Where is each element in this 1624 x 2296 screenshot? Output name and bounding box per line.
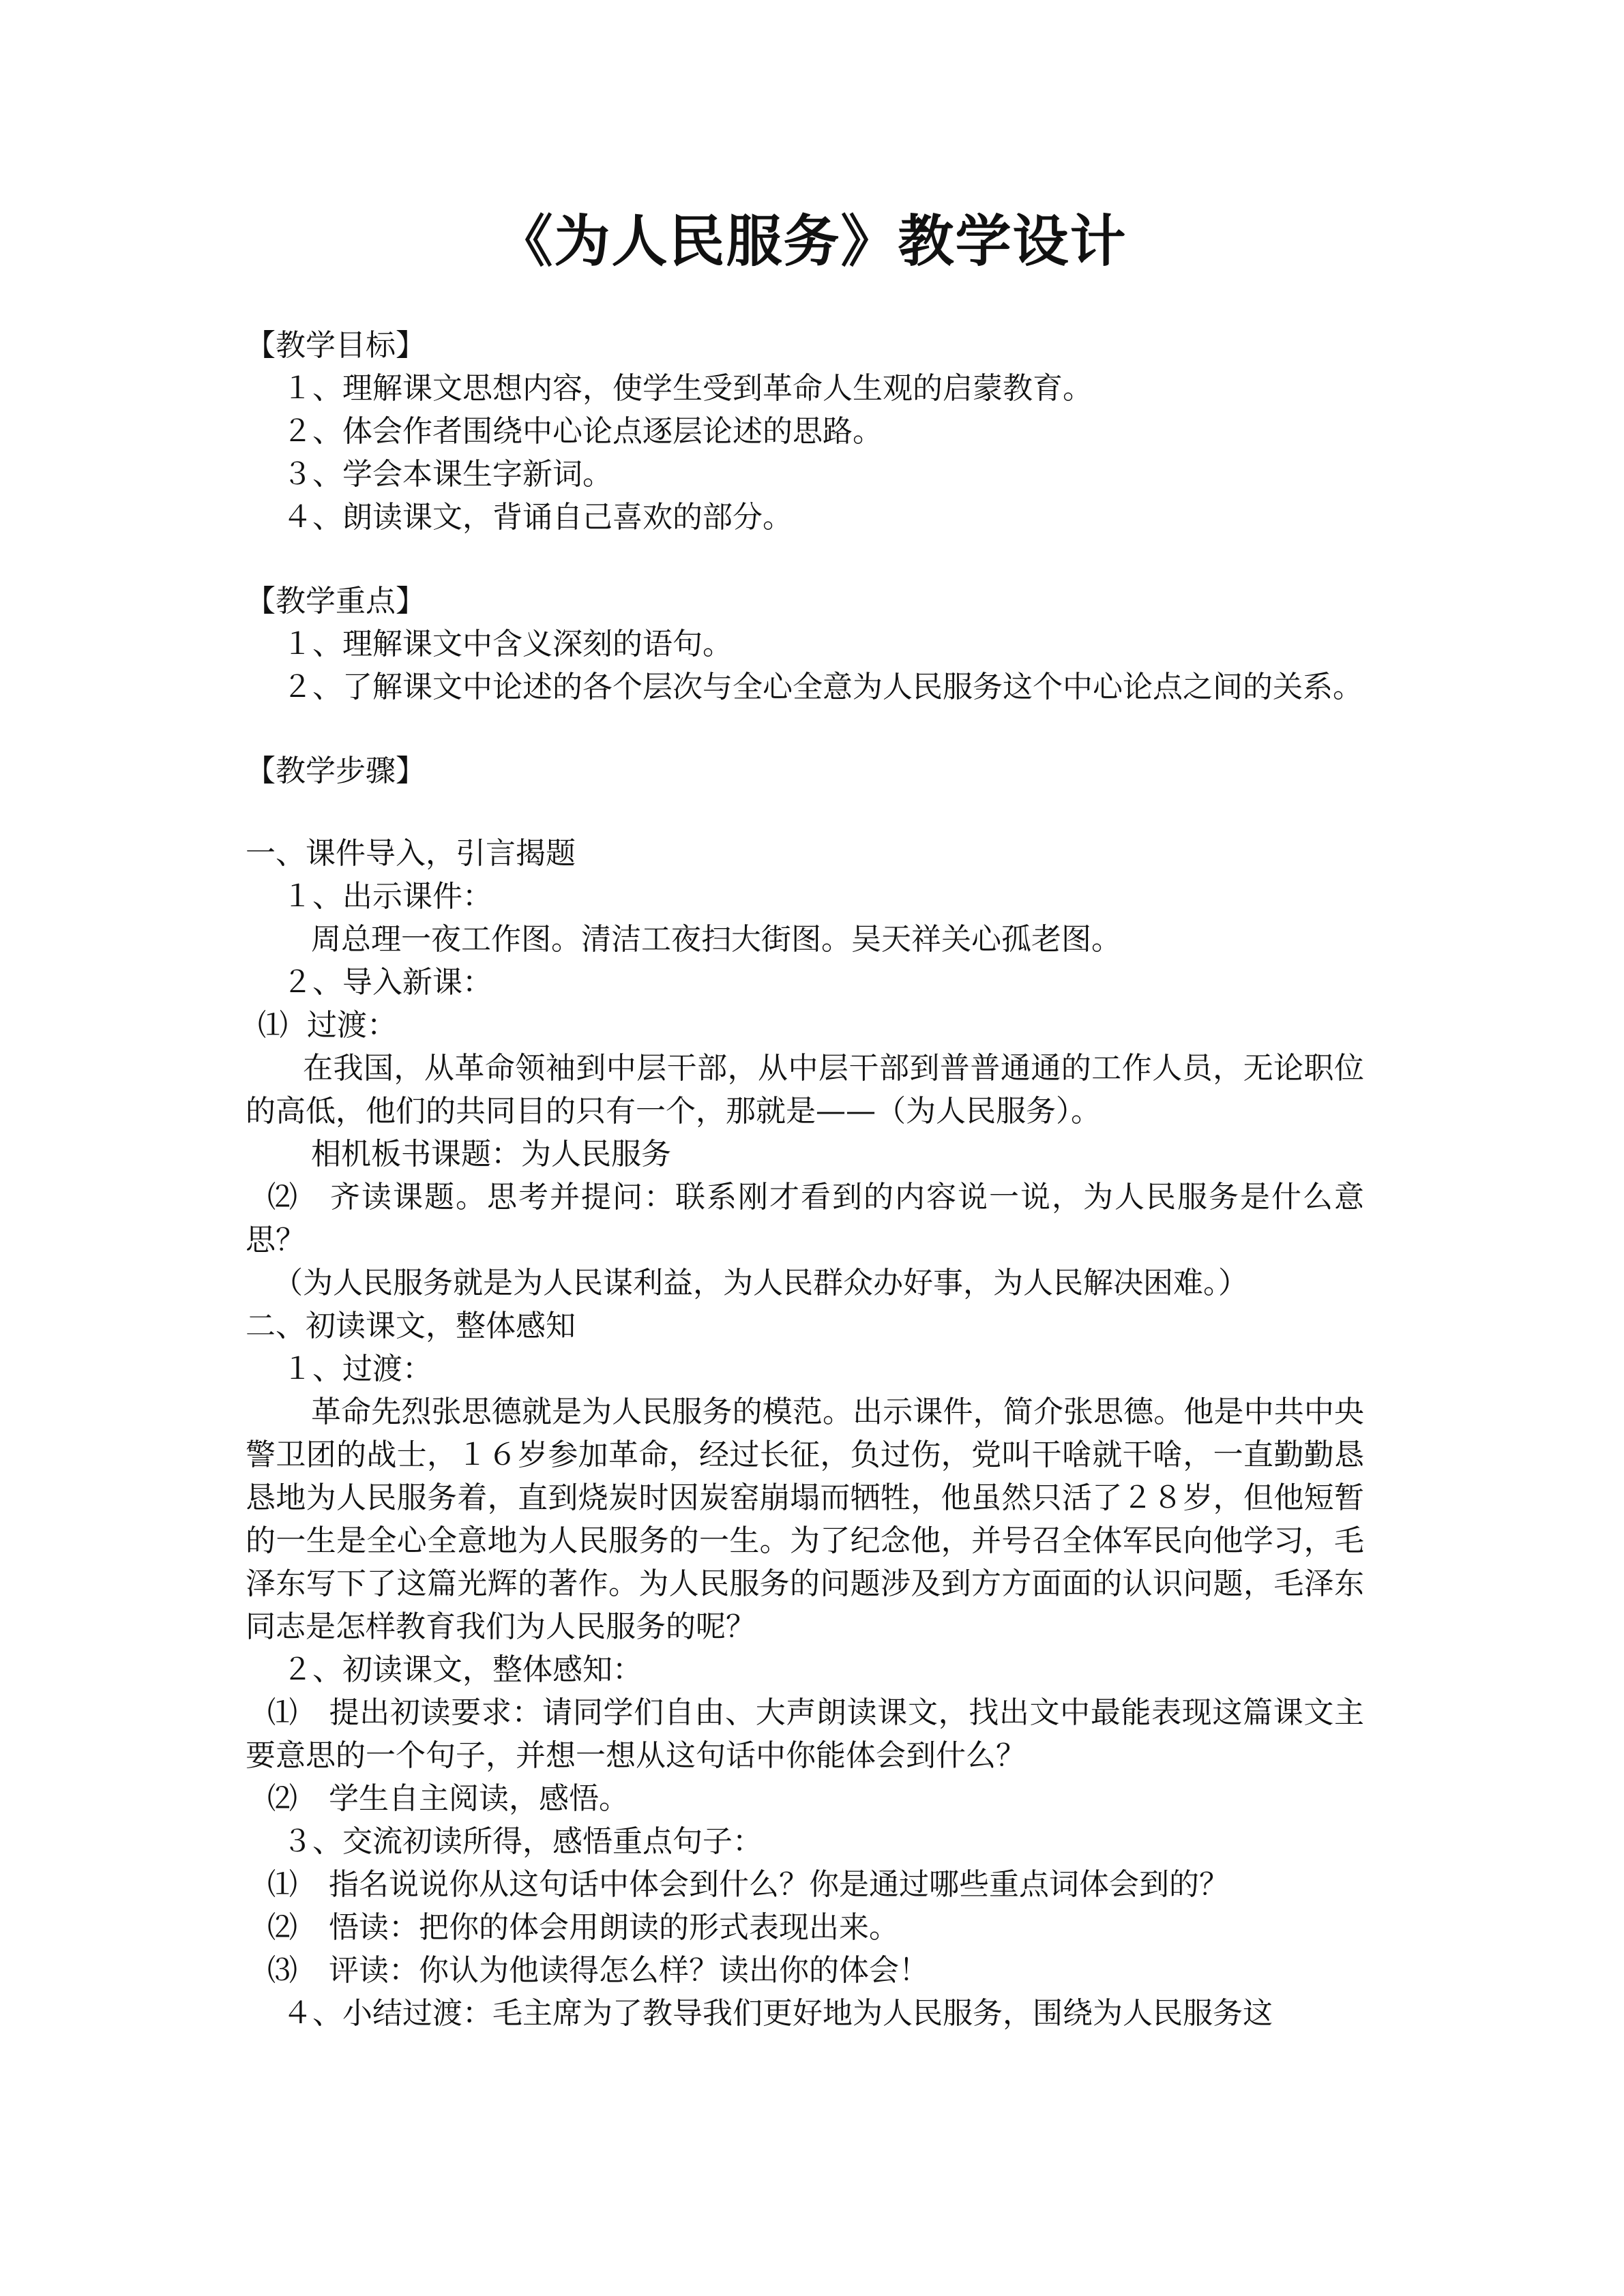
subitem-text: 评读：你认为他读得怎么样？读出你的体会！	[329, 1953, 929, 1988]
goal-item: ３、学会本课生字新词。	[282, 457, 612, 492]
document-body	[246, 324, 1364, 2035]
part1-subitem	[246, 1176, 1364, 1262]
part1-subitem	[246, 1004, 1364, 1047]
document-title: 《为人民服务》教学设计	[497, 209, 1127, 274]
part2-subitem	[246, 1777, 1364, 1820]
goal-item: ２、体会作者围绕中心论点逐层论述的思路。	[282, 414, 883, 449]
subitem-number: ⑵	[267, 1781, 297, 1816]
subitem-text: 过渡：	[307, 1008, 397, 1043]
subitem-text: 指名说说你从这句话中体会到什么？你是通过哪些重点词体会到的？	[329, 1867, 1229, 1902]
part1-line: ２、导入新课：	[282, 965, 492, 1000]
subitem-number: ⑶	[267, 1953, 297, 1988]
subitem-number: ⑴	[267, 1867, 297, 1902]
part2-subitem	[246, 1863, 1364, 1906]
part2-subitem	[246, 1691, 1364, 1777]
key-points-heading: 【教学重点】	[246, 584, 426, 618]
subitem-text: 提出初读要求：请同学们自由、大声朗读课文，找出文中最能表现这篇课文主要意思的一个句子，并想一想从这句话中你能体会到什么？	[246, 1695, 1364, 1773]
part2-heading: 二、初读课文，整体感知	[246, 1309, 576, 1343]
subitem-number: ⑵	[267, 1180, 297, 1214]
part1-paragraph: 在我国，从革命领袖到中层干部，从中层干部到普普通通的工作人员，无论职位的高低，他们的共同目的只有一个，那就是——（为人民服务）。	[246, 1051, 1364, 1129]
goal-item: １、理解课文思想内容，使学生受到革命人生观的启蒙教育。	[282, 371, 1093, 406]
part1-line: （为人民服务就是为人民谋利益，为人民群众办好事，为人民解决困难。）	[273, 1266, 1248, 1300]
part2-paragraph: 革命先烈张思德就是为人民服务的模范。出示课件，简介张思德。他是中共中央警卫团的战士，１６岁参加革命，经过长征，负过伤，党叫干啥就干啥，一直勤勤恳恳地为人民服务着，直到烧炭时因炭窑崩塌而牺牲，他虽然只活了２８岁，但他短暂的一生是全心全意地为人民服务的一生。为了纪念他，并号召全体军民向他学习，毛泽东写下了这篇光辉的著作。为人民服务的问题涉及到方方面面的认识问题，毛泽东同志是怎样教育我们为人民服务的呢？	[246, 1395, 1364, 1644]
steps-heading: 【教学步骤】	[246, 754, 426, 788]
part1-line: １、出示课件：	[282, 879, 492, 914]
subitem-text: 悟读：把你的体会用朗读的形式表现出来。	[329, 1910, 899, 1945]
part2-line: １、过渡：	[282, 1352, 432, 1386]
subitem-text: 齐读课题。思考并提问：联系刚才看到的内容说一说，为人民服务是什么意思？	[246, 1180, 1364, 1257]
part2-subitem	[246, 1949, 1364, 1992]
subitem-number: ⑴	[267, 1695, 297, 1730]
part2-line: ２、初读课文，整体感知：	[282, 1652, 643, 1687]
part1-line: 周总理一夜工作图。清洁工夜扫大街图。吴天祥关心孤老图。	[311, 922, 1121, 957]
key-point-item: １、理解课文中含义深刻的语句。	[282, 627, 733, 661]
subitem-number: ⑴	[258, 1008, 288, 1043]
subitem-text: 学生自主阅读，感悟。	[329, 1781, 629, 1816]
part1-line: 相机板书课题：为人民服务	[311, 1137, 671, 1172]
part2-subitem	[246, 1906, 1364, 1949]
part1-heading: 一、课件导入，引言揭题	[246, 836, 576, 871]
subitem-number: ⑵	[267, 1910, 297, 1945]
key-point-item: ２、了解课文中论述的各个层次与全心全意为人民服务这个中心论点之间的关系。	[282, 670, 1363, 704]
goal-item: ４、朗读课文，背诵自己喜欢的部分。	[282, 500, 793, 535]
part2-line: ３、交流初读所得，感悟重点句子：	[282, 1824, 763, 1859]
part2-line: ４、小结过渡：毛主席为了教导我们更好地为人民服务，围绕为人民服务这	[282, 1996, 1273, 2031]
goals-heading: 【教学目标】	[246, 328, 426, 363]
